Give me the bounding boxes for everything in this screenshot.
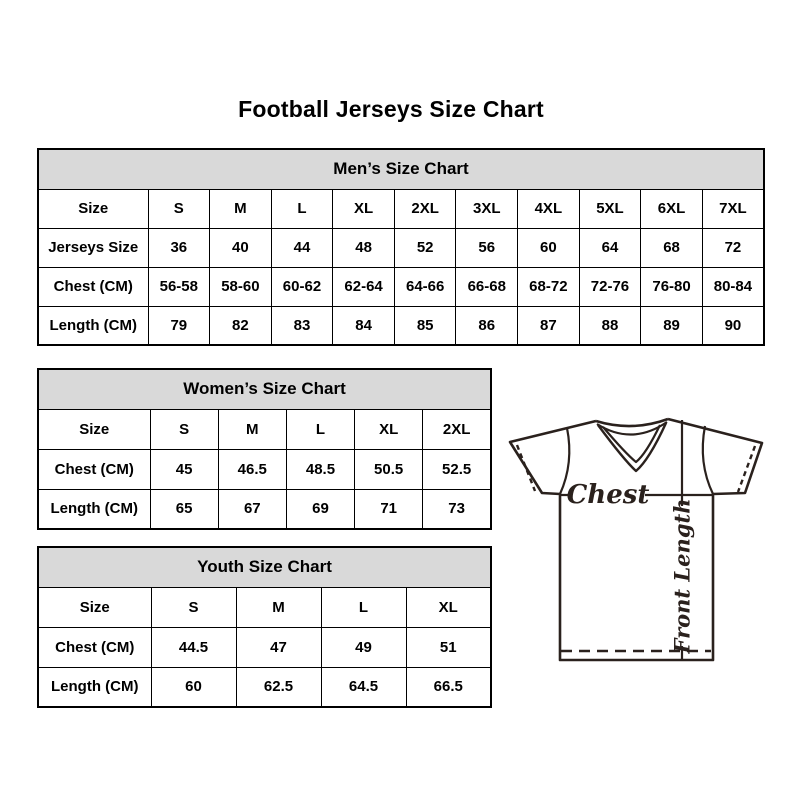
value-cell: 44.5: [151, 627, 236, 667]
value-cell: 48.5: [286, 449, 354, 489]
row-label-cell: Size: [38, 587, 151, 627]
value-cell: 66.5: [406, 667, 491, 707]
womens-size-chart-table: [37, 368, 492, 530]
women-table-title: Women’s Size Chart: [38, 369, 491, 409]
value-cell: 64: [579, 228, 641, 267]
jersey-outline: [510, 419, 762, 660]
value-cell: 80-84: [702, 267, 764, 306]
value-cell: 36: [148, 228, 210, 267]
value-cell: 68-72: [518, 267, 580, 306]
value-cell: XL: [406, 587, 491, 627]
value-cell: 90: [702, 306, 764, 345]
value-cell: 40: [210, 228, 272, 267]
value-cell: 2XL: [394, 189, 456, 228]
value-cell: 3XL: [456, 189, 518, 228]
row-label-cell: Chest (CM): [38, 449, 150, 489]
chest-label: Chest: [566, 480, 650, 510]
value-cell: 69: [286, 489, 354, 529]
value-cell: 60: [151, 667, 236, 707]
value-cell: M: [218, 409, 286, 449]
value-cell: M: [210, 189, 272, 228]
value-cell: 4XL: [518, 189, 580, 228]
value-cell: 50.5: [355, 449, 423, 489]
value-cell: 88: [579, 306, 641, 345]
row-label-cell: Length (CM): [38, 306, 148, 345]
value-cell: 64.5: [321, 667, 406, 707]
jersey-measurement-diagram: [504, 408, 770, 670]
value-cell: 49: [321, 627, 406, 667]
value-cell: 58-60: [210, 267, 272, 306]
value-cell: 48: [333, 228, 395, 267]
value-cell: 56: [456, 228, 518, 267]
value-cell: 66-68: [456, 267, 518, 306]
front-length-label: Front Length: [669, 498, 695, 654]
row-label-cell: Size: [38, 189, 148, 228]
row-label-cell: Jerseys Size: [38, 228, 148, 267]
value-cell: 82: [210, 306, 272, 345]
value-cell: L: [271, 189, 333, 228]
value-cell: 87: [518, 306, 580, 345]
value-cell: 71: [355, 489, 423, 529]
value-cell: 62.5: [236, 667, 321, 707]
value-cell: 60-62: [271, 267, 333, 306]
value-cell: 7XL: [702, 189, 764, 228]
value-cell: 73: [423, 489, 491, 529]
value-cell: 52.5: [423, 449, 491, 489]
page-title: Football Jerseys Size Chart: [238, 96, 544, 122]
row-label-cell: Length (CM): [38, 667, 151, 707]
value-cell: 68: [641, 228, 703, 267]
value-cell: S: [148, 189, 210, 228]
value-cell: 86: [456, 306, 518, 345]
youth-size-chart-table: [37, 546, 492, 708]
right-armhole-seam: [703, 426, 713, 494]
row-label-cell: Chest (CM): [38, 627, 151, 667]
value-cell: 44: [271, 228, 333, 267]
value-cell: 72-76: [579, 267, 641, 306]
mens-size-chart-table: [37, 148, 765, 346]
row-label-cell: Size: [38, 409, 150, 449]
value-cell: 89: [641, 306, 703, 345]
value-cell: 65: [150, 489, 218, 529]
value-cell: L: [321, 587, 406, 627]
value-cell: S: [151, 587, 236, 627]
value-cell: L: [286, 409, 354, 449]
row-label-cell: Length (CM): [38, 489, 150, 529]
collar-top-edge: [596, 419, 668, 426]
value-cell: 51: [406, 627, 491, 667]
value-cell: M: [236, 587, 321, 627]
value-cell: 67: [218, 489, 286, 529]
row-label-cell: Chest (CM): [38, 267, 148, 306]
value-cell: 6XL: [641, 189, 703, 228]
value-cell: 64-66: [394, 267, 456, 306]
value-cell: 2XL: [423, 409, 491, 449]
value-cell: 47: [236, 627, 321, 667]
value-cell: 60: [518, 228, 580, 267]
value-cell: S: [150, 409, 218, 449]
value-cell: 76-80: [641, 267, 703, 306]
value-cell: XL: [355, 409, 423, 449]
value-cell: 84: [333, 306, 395, 345]
value-cell: 72: [702, 228, 764, 267]
value-cell: 83: [271, 306, 333, 345]
value-cell: 85: [394, 306, 456, 345]
value-cell: 46.5: [218, 449, 286, 489]
value-cell: 5XL: [579, 189, 641, 228]
value-cell: 79: [148, 306, 210, 345]
value-cell: 52: [394, 228, 456, 267]
value-cell: 56-58: [148, 267, 210, 306]
value-cell: 45: [150, 449, 218, 489]
value-cell: 62-64: [333, 267, 395, 306]
value-cell: XL: [333, 189, 395, 228]
men-table-title: Men’s Size Chart: [38, 149, 764, 189]
youth-table-title: Youth Size Chart: [38, 547, 491, 587]
